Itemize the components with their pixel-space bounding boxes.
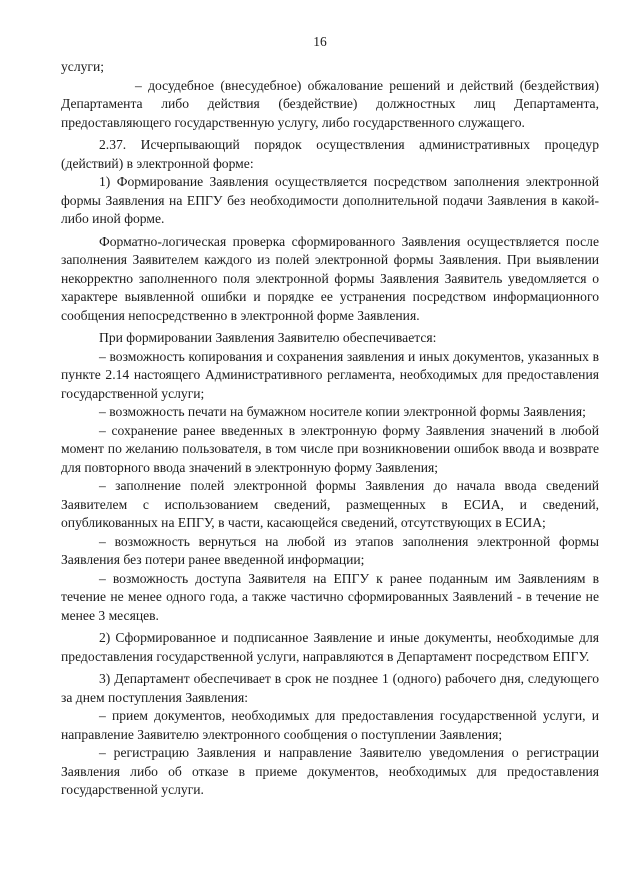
list-item-print: – возможность печати на бумажном носителе копии электронной формы Заявления;	[99, 404, 586, 419]
list-item-registration: – регистрацию Заявления и направление Заявителю уведомления о регистрации Заявления либо об отказе в приеме документов, необходимых для предоставления государственной услуги.	[61, 745, 599, 797]
list-item-return-step: – возможность вернуться на любой из этапов заполнения электронной формы Заявления без потери ранее введенной информации;	[61, 533, 599, 567]
paragraph-step-1: 1) Формирование Заявления осуществляется посредством заполнения электронной формы Заявления на ЕПГУ без необходимости дополнительной подачи Заявления в какой-либо иной форме.	[61, 174, 599, 226]
list-item-receive-documents: – прием документов, необходимых для предоставления государственной услуги, и направление Заявителю электронного сообщения о поступлении Заявления;	[61, 708, 599, 742]
paragraph-provisions-intro: При формировании Заявления Заявителю обеспечивается:	[99, 330, 437, 345]
list-item-access-history: – возможность доступа Заявителя на ЕПГУ к ранее поданным им Заявлениям в течение не менее одного года, а также частично сформированных Заявлений - в течение не менее 3 месяцев.	[61, 570, 599, 623]
list-item-autofill: – заполнение полей электронной формы Заявления до начала ввода сведений Заявителем с использованием сведений, размещенных в ЕСИА, и сведений, опубликованных на ЕПГУ, в части, касающейся сведений, отсутствующих в ЕСИА;	[61, 478, 599, 530]
document-body	[61, 58, 599, 800]
paragraph-step-2: 2) Сформированное и подписанное Заявление и иные документы, необходимые для предоставления государственной услуги, направляются в Департамент посредством ЕПГУ.	[61, 630, 599, 664]
section-heading-2-37: 2.37. Исчерпывающий порядок осуществления административных процедур (действий) в электронной форме:	[61, 137, 599, 171]
list-item-pretrial-appeal: – досудебное (внесудебное) обжалование решений и действий (бездействия) Департамента либо действия (бездействие) должностных лиц Департамента, предоставляющего государственную услугу, либо государственного служащего.	[61, 77, 599, 130]
page-number: 16	[313, 34, 327, 49]
paragraph-step-3: 3) Департамент обеспечивает в срок не позднее 1 (одного) рабочего дня, следующего за днем поступления Заявления:	[61, 671, 599, 705]
paragraph-format-check: Форматно-логическая проверка сформированного Заявления осуществляется после заполнения Заявителем каждого из полей электронной формы Заявления. При выявлении некорректно заполненного поля электронной формы Заявления Заявитель уведомляется о характере выявленной ошибки и порядке ее устранения посредством информационного сообщения непосредственно в электронной форме Заявления.	[61, 233, 599, 323]
paragraph-continuation: услуги;	[61, 59, 105, 74]
list-item-copy-save: – возможность копирования и сохранения заявления и иных документов, указанных в пункте 2.14 настоящего Административного регламента, необходимых для предоставления государственной услуги;	[61, 348, 599, 401]
list-item-preserve-values: – сохранение ранее введенных в электронную форму Заявления значений в любой момент по желанию пользователя, в том числе при возникновении ошибок ввода и возврате для повторного ввода значений в электронную форму Заявления;	[61, 422, 599, 475]
